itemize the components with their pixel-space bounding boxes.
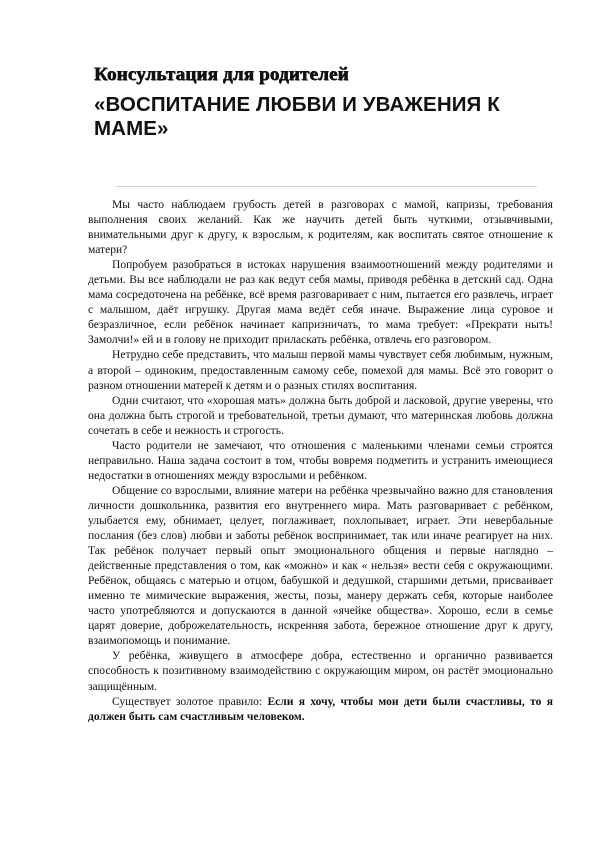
paragraph-5: Часто родители не замечают, что отношения с маленькими членами семьи строятся неправильно. Наша задача состоит в том, чтобы вовремя подметить и устранить имеющиеся недостатки в отношениях между взрослыми и ребёнком. <box>88 439 553 482</box>
article-body <box>88 198 553 725</box>
paragraph-3: Нетрудно себе представить, что малыш первой мамы чувствует себя любимым, нужным, а второй – одиноким, предоставленным самому себе, помехой для мамы. Всё это говорит о разном отношении матерей к детям и о разных стилях воспитания. <box>88 349 553 392</box>
page-subtitle: Консультация для родителей <box>94 64 349 85</box>
paragraph-final <box>88 695 553 725</box>
paragraph-7: У ребёнка, живущего в атмосфере добра, естественно и органично развивается способность к позитивному взаимодействию с окружающим миром, он растёт эмоционально защищённым. <box>88 650 553 693</box>
page-title: «ВОСПИТАНИЕ ЛЮБВИ И УВАЖЕНИЯ К МАМЕ» <box>94 93 500 140</box>
paragraph-1: Мы часто наблюдаем грубость детей в разговорах с мамой, капризы, требования выполнения своих желаний. Как же научить детей быть чуткими, отзывчивыми, внимательными друг к другу, к взрослым, к родителям, как воспитать святое отношение к матери? <box>88 199 553 257</box>
paragraph-6: Общение со взрослыми, влияние матери на ребёнка чрезвычайно важно для становления личности дошкольника, развития его внутреннего мира. Мать разговаривает с ребёнком, улыбается ему, обнимает, целует, поглаживает, похлопывает, играет. Эти невербальные послания (без слов) любви и заботы ребёнок воспринимает, так или иначе реагирует на них. Так ребёнок получает первый опыт эмоционального общения и первые наглядно – действенные представления о том, как «можно» и как « нельзя» вести себя с окружающими. Ребёнок, общаясь с матерью и отцом, бабушкой и дедушкой, старшими детьми, присваивает именно те мимические выражения, жесты, позы, манеру держать себя, которые наиболее часто употребляются и допускаются в данной «ячейке общества». Хорошо, если в семье царят доверие, доброжелательность, искренняя забота, бережное отношение друг к другу, взаимопомощь и понимание. <box>88 484 553 648</box>
divider-line <box>116 186 537 187</box>
golden-rule-text: Если я хочу, чтобы мои дети были счастливы, то я должен быть сам счастливым человеком. <box>88 695 554 723</box>
paragraph-4: Одни считают, что «хорошая мать» должна быть доброй и ласковой, другие уверены, что она должна быть строгой и требовательной, третьи думают, что материнская любовь должна сочетать в себе и нежность и строгость. <box>88 394 553 437</box>
golden-rule-lead: Существует золотое правило: <box>112 695 268 708</box>
paragraph-2: Попробуем разобраться в истоках нарушения взаимоотношений между родителями и детьми. Вы все наблюдали не раз как ведут себя мамы, приводя ребёнка в детский сад. Одна мама сосредоточена на ребёнке, всё время разговаривает с ним, пытается его развлечь, играет с малышом, даёт игрушку. Другая мама ведёт себя иначе. Выражение лица суровое и безразличное, если ребёнок начинает капризничать, то мама требует: «Прекрати ныть! Замолчи!» ей и в голову не приходит приласкать ребёнка, отвлечь его разговором. <box>88 259 553 347</box>
heading-block <box>94 64 514 141</box>
